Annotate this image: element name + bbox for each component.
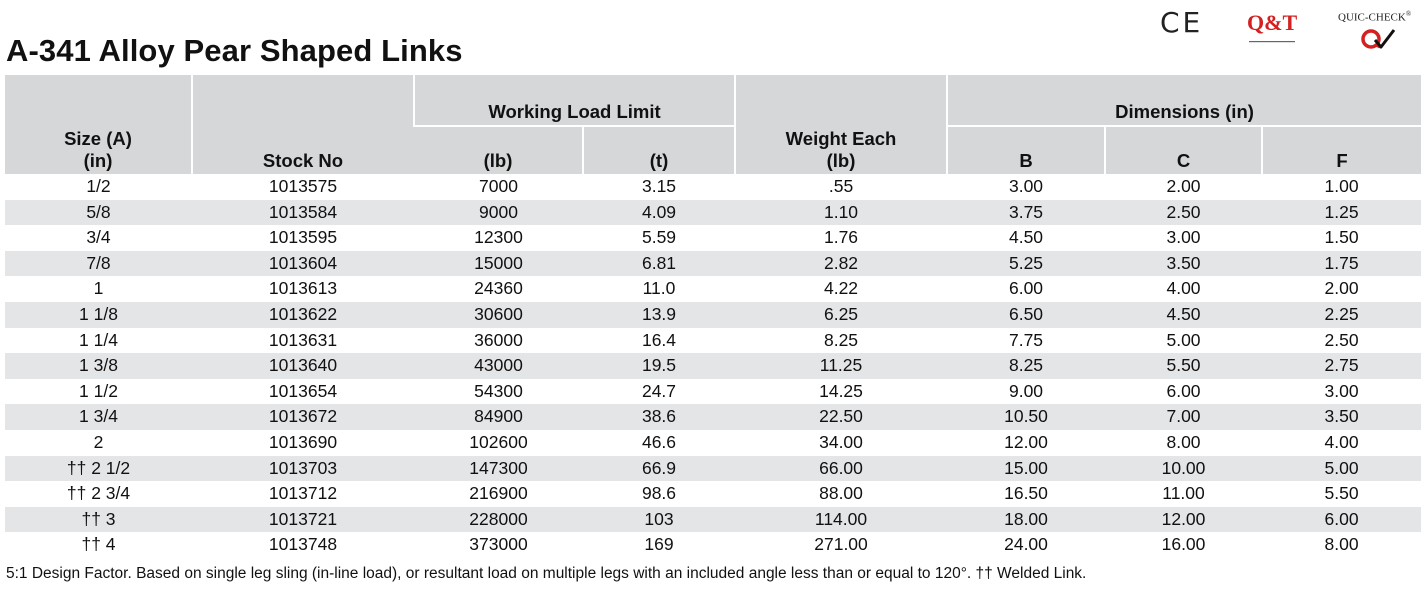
cell-weight: 114.00 [735,507,947,533]
header-wll-lb: (lb) [414,126,583,174]
cell-weight: 22.50 [735,404,947,430]
header-size-line1: Size (A) [64,128,132,149]
cell-weight: 4.22 [823,278,859,299]
table-row [5,507,1421,533]
cell-size: 1/2 [86,176,111,196]
cell-stock-no: 1013622 [192,302,414,328]
table-row [5,302,1421,328]
cell-wll-lb: 12300 [474,227,523,248]
cell-dim-f: 5.00 [1262,456,1421,482]
cell-dim-f: 1.00 [1324,176,1359,196]
qt-logo-underline [1249,40,1295,45]
qt-logo-text: Q&T [1247,10,1298,35]
cell-wll-lb: 147300 [414,456,583,482]
cell-weight: 6.25 [735,302,947,328]
header-stock-no: Stock No [192,75,414,174]
cell-wll-t: 46.6 [641,431,677,452]
cell-wll-t: 98.6 [641,483,677,504]
cell-size: 2 [93,431,104,452]
cell-wll-t: 38.6 [583,404,735,430]
header-size-line2: (in) [83,150,113,171]
cell-wll-lb: 7000 [479,176,518,196]
cell-wll-lb: 228000 [414,507,583,533]
table-row [5,200,1421,226]
specs-table-container [5,75,1421,558]
cell-size: 1 1/4 [79,329,118,350]
table-row [5,328,1421,354]
cell-wll-lb: 30600 [414,302,583,328]
cell-dim-b: 6.00 [1008,278,1044,299]
cell-weight: 88.00 [819,483,863,504]
cell-size: 5/8 [5,200,192,226]
page-title: A-341 Alloy Pear Shaped Links [6,33,463,68]
cell-dim-c: 3.50 [1105,251,1262,277]
table-row [5,276,1421,302]
cell-dim-b: 8.25 [947,353,1105,379]
cell-dim-c: 5.00 [1166,329,1201,350]
cell-wll-lb: 102600 [469,431,528,452]
qt-underline-icon [1249,41,1295,44]
cell-dim-b: 3.00 [1008,176,1044,196]
header-weight-line1: Weight Each [785,128,897,149]
cell-wll-lb: 54300 [474,380,523,401]
cell-stock-no: 1013703 [192,456,414,482]
cell-dim-b: 5.25 [947,251,1105,277]
cell-dim-b: 7.75 [1008,329,1044,350]
cell-wll-lb: 15000 [414,251,583,277]
table-row [5,532,1421,558]
cell-wll-t: 16.4 [641,329,677,350]
table-body [5,174,1421,558]
cell-dim-f: 4.00 [1324,431,1359,452]
cell-stock-no: 1013584 [192,200,414,226]
cell-wll-t: 5.59 [641,227,677,248]
header-wll-t: (t) [583,126,735,174]
cell-wll-t: 3.15 [641,176,677,196]
cell-size: 1 [93,278,104,299]
cell-dim-c: 2.00 [1166,176,1201,196]
cell-size: 1 3/8 [5,353,192,379]
cell-wll-t: 4.09 [583,200,735,226]
cell-dim-b: 18.00 [947,507,1105,533]
cell-dim-f: 1.75 [1262,251,1421,277]
table-row [5,481,1421,507]
cell-stock-no: 1013654 [268,380,338,401]
header-dim-b: B [947,126,1105,174]
cell-size: 3/4 [86,227,111,248]
header-dimensions: Dimensions (in) [947,75,1421,126]
cell-dim-c: 10.00 [1105,456,1262,482]
header-dim-c: C [1105,126,1262,174]
cell-size: †† 2 3/4 [66,483,131,504]
cell-dim-b: 9.00 [1008,380,1044,401]
cell-dim-c: 4.00 [1166,278,1201,299]
cell-dim-c: 3.00 [1166,227,1201,248]
cell-weight: 34.00 [819,431,863,452]
cell-dim-f: 1.50 [1324,227,1359,248]
cell-weight: 14.25 [819,380,863,401]
cell-weight: 8.25 [823,329,859,350]
cell-stock-no: 1013690 [268,431,338,452]
cell-stock-no: 1013613 [268,278,338,299]
footnote: 5:1 Design Factor. Based on single leg sling (in-line load), or resultant load on multiple legs with an included angle less than or equal to 120°. †† Welded Link. [6,565,1087,582]
cell-dim-c: 6.00 [1166,380,1201,401]
cell-dim-b: 4.50 [1008,227,1044,248]
cell-size: 1 1/2 [79,380,118,401]
cell-wll-t: 66.9 [583,456,735,482]
cell-wll-t: 24.7 [641,380,677,401]
header-size [5,75,192,174]
quic-check-text: QUIC-CHECK® [1338,10,1412,24]
specs-table [5,75,1421,558]
cell-stock-no: 1013640 [192,353,414,379]
cell-weight: .55 [828,176,854,196]
cell-wll-t: 169 [644,534,674,555]
table-row [5,456,1421,482]
cell-size: 7/8 [5,251,192,277]
cell-dim-f: 8.00 [1324,534,1359,555]
cell-wll-t: 11.0 [642,278,676,299]
table-row [5,430,1421,456]
cell-size: 1 3/4 [5,404,192,430]
cell-stock-no: 1013631 [268,329,338,350]
cell-wll-lb: 43000 [414,353,583,379]
cell-wll-lb: 9000 [414,200,583,226]
header-weight-line2: (lb) [826,150,856,171]
cell-wll-t: 13.9 [583,302,735,328]
cell-weight: 11.25 [735,353,947,379]
cell-wll-lb: 36000 [474,329,523,350]
cell-dim-f: 6.00 [1262,507,1421,533]
cell-weight: 66.00 [735,456,947,482]
cell-size: †† 3 [5,507,192,533]
cell-dim-b: 3.75 [947,200,1105,226]
cell-wll-t: 19.5 [583,353,735,379]
cell-dim-c: 2.50 [1105,200,1262,226]
header-dim-f: F [1262,126,1421,174]
cell-dim-f: 3.50 [1262,404,1421,430]
table-row [5,251,1421,277]
cell-dim-f: 2.75 [1262,353,1421,379]
table-row [5,353,1421,379]
cell-stock-no: 1013595 [268,227,338,248]
quic-check-checkmark-icon [1358,22,1398,52]
cell-dim-f: 1.25 [1262,200,1421,226]
cell-wll-lb: 373000 [469,534,528,555]
cell-wll-t: 6.81 [583,251,735,277]
cell-dim-f: 5.50 [1324,483,1359,504]
cell-size: 1 1/8 [5,302,192,328]
cell-stock-no: 1013721 [192,507,414,533]
cell-wll-lb: 24360 [474,278,523,299]
cell-dim-f: 3.00 [1324,380,1359,401]
cell-size: †† 2 1/2 [5,456,192,482]
cell-dim-b: 12.00 [1004,431,1048,452]
cell-dim-f: 2.00 [1324,278,1359,299]
cell-stock-no: 1013712 [268,483,338,504]
cell-dim-b: 10.50 [947,404,1105,430]
cell-wll-lb: 216900 [469,483,528,504]
table-row [5,379,1421,405]
cell-size: †† 4 [81,534,116,555]
qt-logo [1247,10,1297,54]
cell-weight: 1.76 [823,227,859,248]
cell-stock-no: 1013672 [192,404,414,430]
cell-stock-no: 1013748 [268,534,338,555]
table-header [5,75,1421,174]
cell-stock-no: 1013604 [192,251,414,277]
cell-dim-f: 2.50 [1324,329,1359,350]
cell-weight: 271.00 [814,534,868,555]
cell-weight: 1.10 [735,200,947,226]
cell-dim-c: 7.00 [1105,404,1262,430]
cell-dim-b: 24.00 [1004,534,1048,555]
cell-weight: 2.82 [735,251,947,277]
ce-mark-logo: CE [1160,6,1204,39]
cell-dim-c: 5.50 [1105,353,1262,379]
header-weight-each [735,75,947,174]
cell-dim-c: 4.50 [1105,302,1262,328]
table-row [5,174,1421,200]
cell-wll-t: 103 [583,507,735,533]
cell-dim-c: 8.00 [1166,431,1201,452]
cell-wll-lb: 84900 [414,404,583,430]
cell-dim-c: 16.00 [1161,534,1206,555]
cell-dim-b: 16.50 [1004,483,1048,504]
header-working-load-limit: Working Load Limit [414,75,735,126]
cell-dim-f: 2.25 [1262,302,1421,328]
cell-dim-b: 6.50 [947,302,1105,328]
cell-stock-no: 1013575 [268,176,338,196]
cell-dim-c: 11.00 [1162,483,1205,504]
table-row [5,404,1421,430]
quic-check-logo [1338,10,1422,54]
cell-dim-c: 12.00 [1105,507,1262,533]
cell-dim-b: 15.00 [947,456,1105,482]
table-row [5,225,1421,251]
